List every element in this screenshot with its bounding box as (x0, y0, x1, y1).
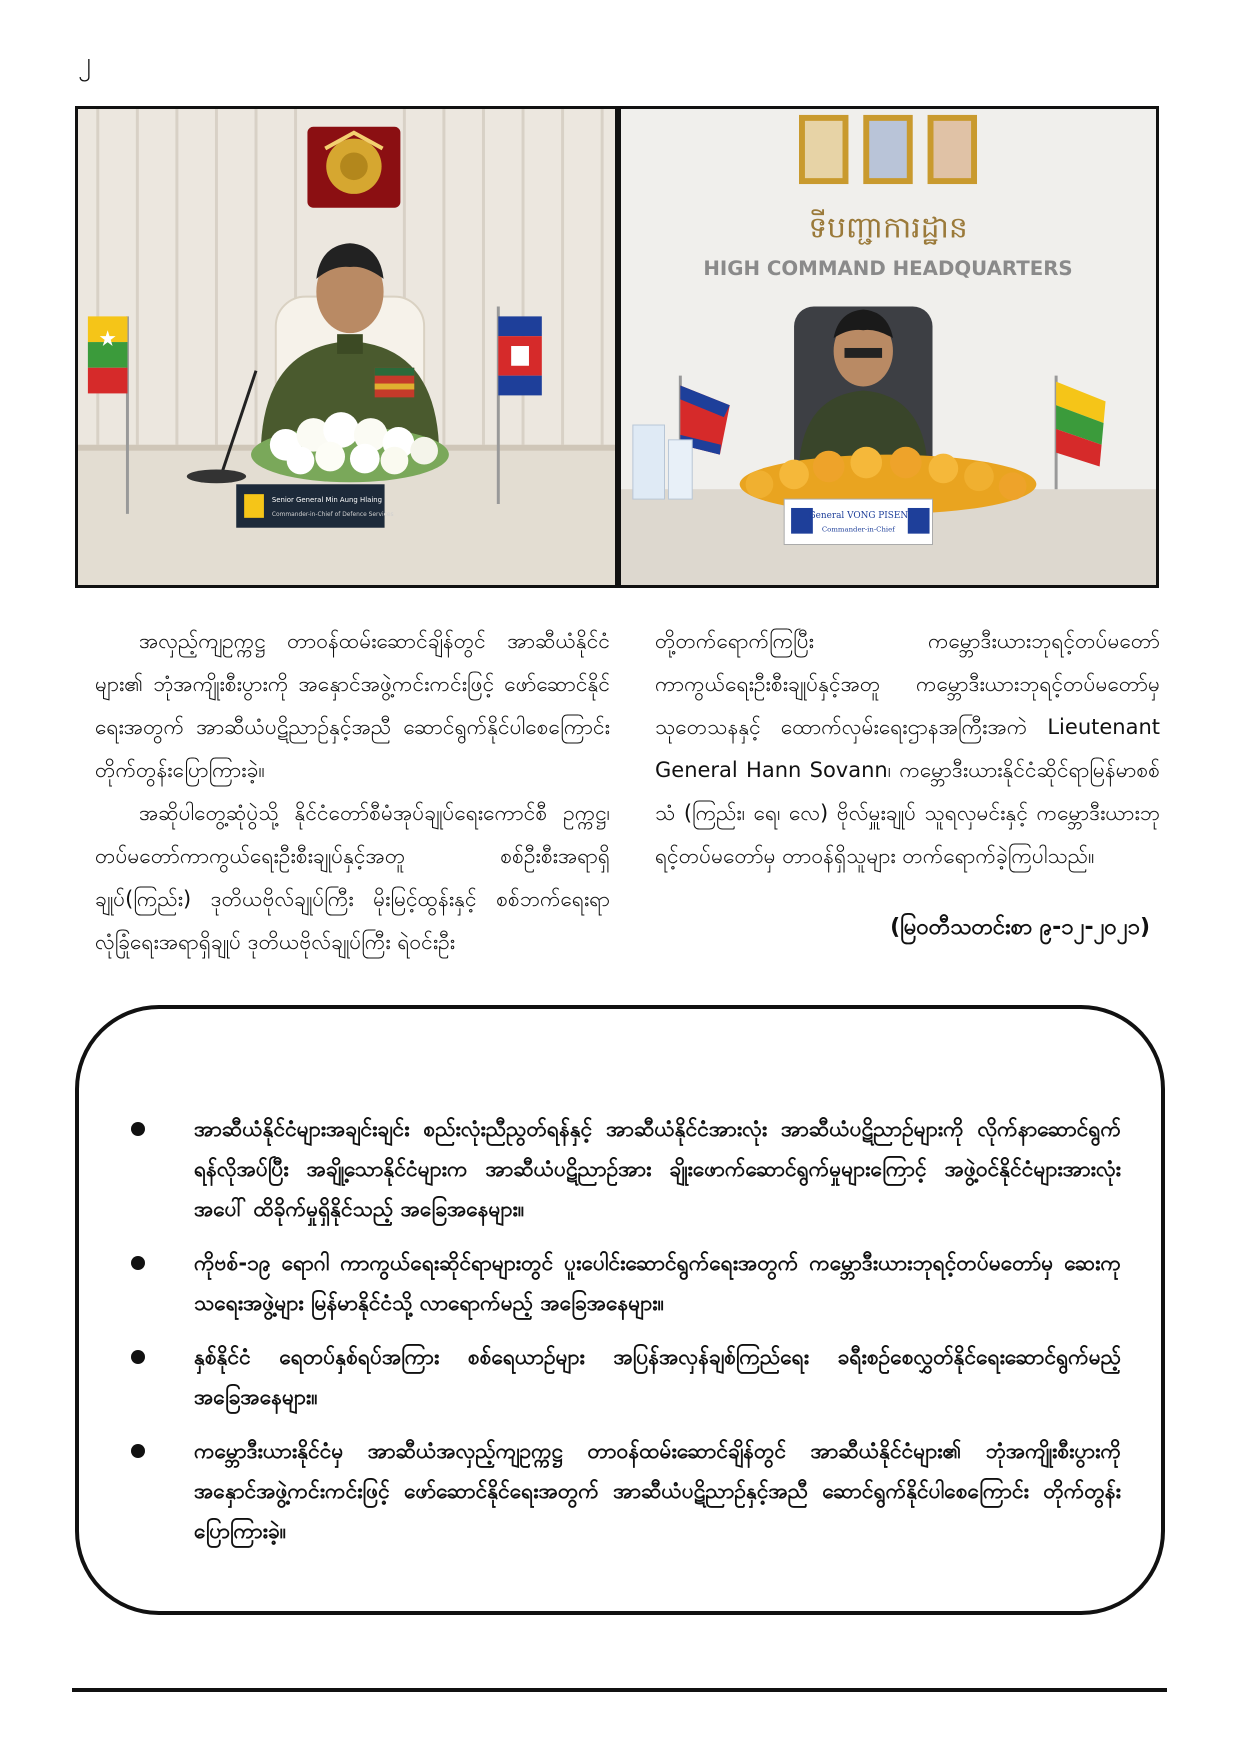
photo-myanmar-commander (75, 106, 618, 588)
article-paragraph: အဆိုပါတွေ့ဆုံပွဲသို့ နိုင်ငံတော်စီမံအုပ်ချုပ်ရေးကောင်စီ ဥက္ကဋ္ဌ၊ တပ်မတော်ကာကွယ်ရေးဦးစီးချုပ်နှင့်အတူ စစ်ဦးစီးအရာရှိချုပ်(ကြည်း) ဒုတိယဗိုလ်ချုပ်ကြီး မိုးမြင့်ထွန်းနှင့် စစ်ဘက်ရေးရာလုံခြုံရေးအရာရှိချုပ် ဒုတိယဗိုလ်ချုပ်ကြီး ရဲဝင်းဦး (95, 801, 610, 954)
nameplate-text: Senior General Min Aung Hlaing (271, 496, 383, 505)
nameplate (236, 484, 393, 527)
nameplate-text: General VONG PISEN (808, 510, 909, 521)
summary-item-text: အာဆီယံနိုင်ငံများအချင်းချင်း စည်းလုံးညီညွတ်ရန်နှင့် အာဆီယံနိုင်ငံအားလုံး အာဆီယံပဋိညာဉ်များကို လိုက်နာဆောင်ရွက်ရန်လိုအပ်ပြီး အချို့သောနိုင်ငံများက အာဆီယံပဋိညာဉ်အား ချိုးဖောက်ဆောင်ရွက်မှုများကြောင့် အဖွဲ့ဝင်နိုင်ငံများအားလုံးအပေါ် ထိခိုက်မှုရှိနိုင်သည့် အခြေအနေများ။ (194, 1117, 1121, 1221)
summary-item-text: ကမ္ဘောဒီးယားနိုင်ငံမှ အာဆီယံအလှည့်ကျဥက္ကဋ္ဌ တာဝန်ထမ်းဆောင်ချိန်တွင် အာဆီယံနိုင်ငံများ၏ ဘုံအကျိုးစီးပွားကို အနှောင်အဖွဲ့ကင်းကင်းဖြင့် ဖော်ဆောင်နိုင်ရေးအတွက် အာဆီယံပဋိညာဉ်နှင့်အညီ ဆောင်ရွက်နိုင်ပါစေကြောင်း တိုက်တွန်းပြောကြားခဲ့။ (194, 1439, 1121, 1543)
wall-sign: HIGH COMMAND HEADQUARTERS (703, 256, 1073, 280)
summary-item (119, 1243, 1121, 1323)
article-column-left (95, 620, 610, 964)
summary-item (119, 1431, 1121, 1551)
portrait-frames (799, 115, 977, 184)
nameplate-subtitle: Commander-in-Chief of Defence Services (271, 511, 394, 518)
article-column-right (655, 620, 1160, 878)
photo-cambodia-scene (621, 109, 1156, 585)
bullet-icon (131, 1350, 145, 1364)
bullet-icon (131, 1256, 145, 1270)
page-number: ၂ (78, 47, 91, 77)
wall-sign-khmer: ទីបញ្ជាការដ្ឋាន (808, 209, 968, 245)
nameplate-subtitle: Commander-in-Chief (821, 525, 895, 534)
nameplate (784, 499, 932, 544)
bottom-rule (72, 1688, 1167, 1692)
bullet-icon (131, 1444, 145, 1458)
summary-list (119, 1109, 1121, 1565)
news-source: (မြဝတီသတင်းစာ ၉-၁၂-၂၀၂၁) (890, 915, 1150, 940)
summary-item-text: နှစ်နိုင်ငံ ရေတပ်နှစ်ရပ်အကြား စစ်ရေယာဉ်များ အပြန်အလှန်ချစ်ကြည်ရေး ခရီးစဉ်စေလွှတ်နိုင်ရေးဆောင်ရွက်မည့် အခြေအနေများ။ (194, 1345, 1121, 1409)
summary-item (119, 1337, 1121, 1417)
article-paragraph: အလှည့်ကျဥက္ကဋ္ဌ တာဝန်ထမ်းဆောင်ချိန်တွင် အာဆီယံနိုင်ငံများ၏ ဘုံအကျိုးစီးပွားကို အနှောင်အဖွဲ့ကင်းကင်းဖြင့် ဖော်ဆောင်နိုင်ရေးအတွက် အာဆီယံပဋိညာဉ်နှင့်အညီ ဆောင်ရွက်နိုင်ပါစေကြောင်း တိုက်တွန်းပြောကြားခဲ့။ (95, 629, 610, 782)
article-paragraph: တို့တက်ရောက်ကြပြီး ကမ္ဘောဒီးယားဘုရင့်တပ်မတော်ကာကွယ်ရေးဦးစီးချုပ်နှင့်အတူ ကမ္ဘောဒီးယားဘုရင့်တပ်မတော်မှ သုတေသနနှင့် ထောက်လှမ်းရေးဌာနအကြီးအကဲ Lieutenant General Hann Sovann၊ ကမ္ဘောဒီးယားနိုင်ငံဆိုင်ရာမြန်မာစစ်သံ (ကြည်း၊ ရေ၊ လေ) ဗိုလ်မှူးချုပ် သူရလှမင်းနှင့် ကမ္ဘောဒီးယားဘုရင့်တပ်မတော်မှ တာဝန်ရှိသူများ တက်ရောက်ခဲ့ကြပါသည်။ (655, 629, 1160, 868)
photo-myanmar-scene (78, 109, 615, 585)
summary-item (119, 1109, 1121, 1229)
summary-box (75, 1005, 1165, 1615)
summary-item-text: ကိုဗစ်-၁၉ ရောဂါ ကာကွယ်ရေးဆိုင်ရာများတွင် ပူးပေါင်းဆောင်ရွက်ရေးအတွက် ကမ္ဘောဒီးယားဘုရင့်တပ်မတော်မှ ဆေးကုသရေးအဖွဲ့များ မြန်မာနိုင်ငံသို့ လာရောက်မည့် အခြေအနေများ။ (194, 1251, 1121, 1315)
military-emblem (307, 127, 400, 208)
bullet-icon (131, 1122, 145, 1136)
photo-cambodia-commander (618, 106, 1159, 588)
